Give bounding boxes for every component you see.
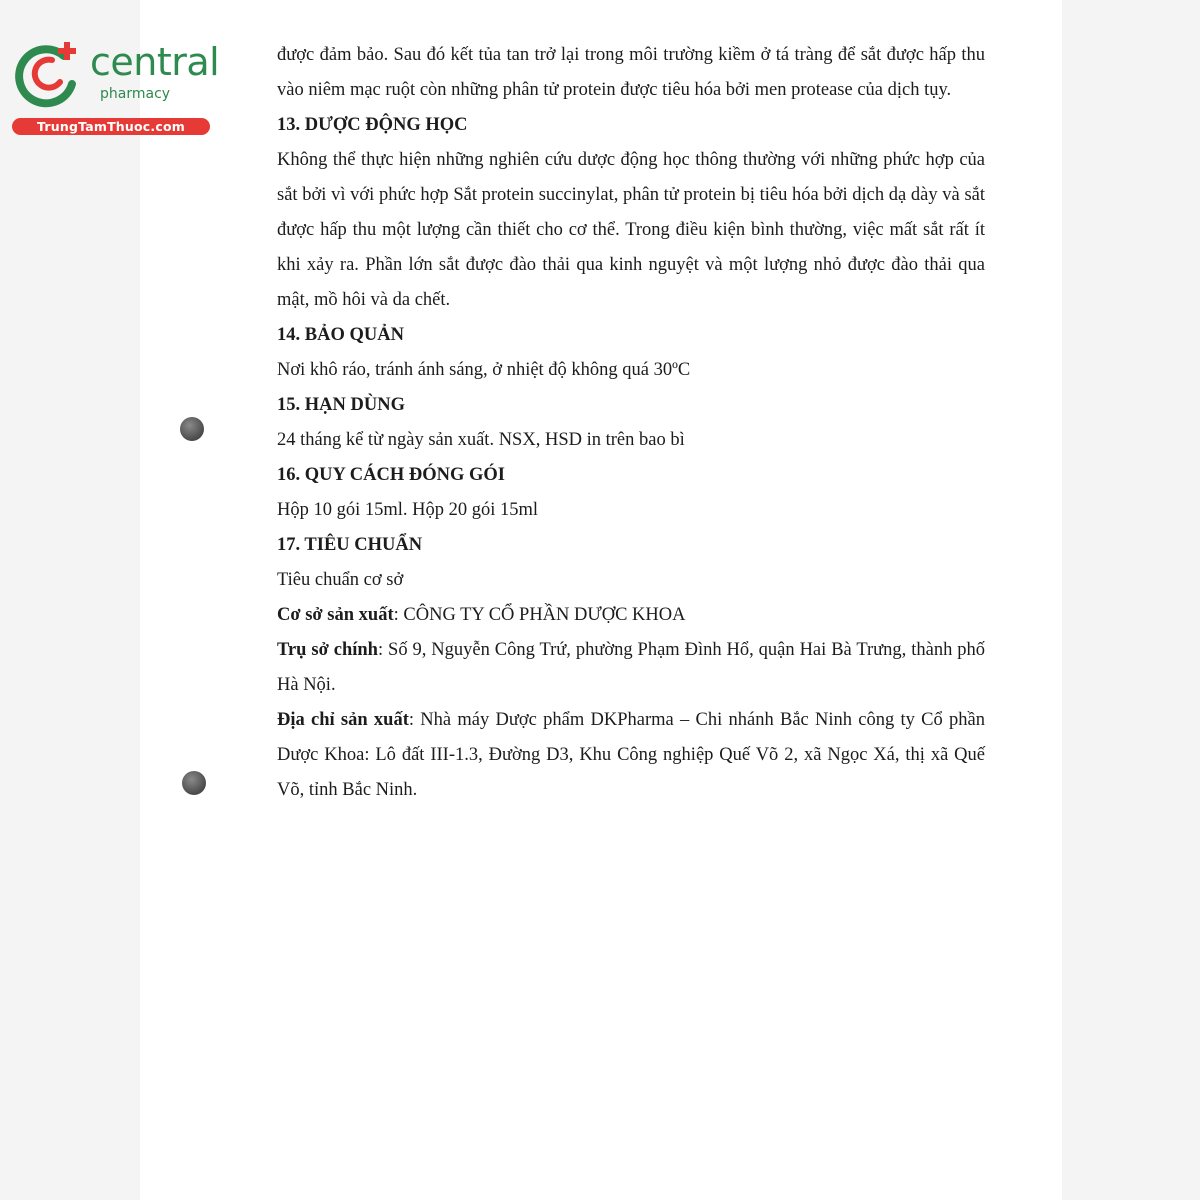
heading-shelf-life: 15. HẠN DÙNG	[277, 395, 405, 415]
headquarters-value: : Số 9, Nguyễn Công Trứ, phường Phạm Đình Hổ, quận Hai Bà Trưng, thành phố Hà Nội.	[277, 640, 985, 695]
brand-url-badge[interactable]: TrungTamThuoc.com	[12, 118, 210, 135]
pharmacy-cross-icon	[12, 38, 92, 110]
paragraph-packaging: Hộp 10 gói 15ml. Hộp 20 gói 15ml	[277, 500, 539, 520]
heading-standard: 17. TIÊU CHUẨN	[277, 535, 423, 555]
heading-storage: 14. BẢO QUẢN	[277, 325, 404, 345]
paragraph-pharmacokinetics: Không thể thực hiện những nghiên cứu dược động học thông thường với những phức hợp của sắt bởi vì với phức hợp Sắt protein succinylat, phân tử protein bị tiêu hóa bởi dịch dạ dày và sắt được hấp thu một lượng cần thiết cho cơ thể. Trong điều kiện bình thường, việc mất sắt rất ít khi xảy ra. Phần lớn sắt được đào thải qua kinh nguyệt và một lượng nhỏ được đào thải qua mật, mồ hôi và da chết.	[277, 150, 985, 310]
heading-packaging: 16. QUY CÁCH ĐÓNG GÓI	[277, 465, 505, 485]
manufacturer-value: : CÔNG TY CỔ PHẦN DƯỢC KHOA	[393, 605, 686, 625]
headquarters-label: Trụ sở chính	[277, 640, 378, 660]
punch-hole	[182, 771, 206, 795]
manufacturer-label: Cơ sở sản xuất	[277, 605, 394, 625]
paragraph-storage: Nơi khô ráo, tránh ánh sáng, ở nhiệt độ không quá 30ºC	[277, 360, 691, 380]
headquarters-line	[277, 633, 985, 703]
paragraph-standard: Tiêu chuẩn cơ sở	[277, 570, 404, 590]
manufacturer-line	[277, 598, 985, 633]
brand-subtitle: pharmacy	[100, 86, 171, 102]
central-pharmacy-logo	[12, 38, 220, 138]
document-content	[277, 38, 985, 808]
punch-hole	[180, 417, 204, 441]
brand-name: central	[90, 40, 220, 84]
paragraph-intro: được đảm bảo. Sau đó kết tủa tan trở lại trong môi trường kiềm ở tá tràng để sắt được hấp thu vào niêm mạc ruột còn những phân tử protein được tiêu hóa bởi men protease của dịch tụy.	[277, 45, 985, 100]
heading-pharmacokinetics: 13. DƯỢC ĐỘNG HỌC	[277, 115, 468, 135]
paragraph-shelf-life: 24 tháng kể từ ngày sản xuất. NSX, HSD in trên bao bì	[277, 430, 685, 450]
production-address-line	[277, 703, 985, 808]
production-address-value: : Nhà máy Dược phẩm DKPharma – Chi nhánh Bắc Ninh công ty Cổ phần Dược Khoa: Lô đất III-1.3, Đường D3, Khu Công nghiệp Quế Võ 2, xã Ngọc Xá, thị xã Quế Võ, tỉnh Bắc Ninh.	[277, 710, 986, 800]
production-address-label: Địa chỉ sản xuất	[277, 710, 409, 730]
